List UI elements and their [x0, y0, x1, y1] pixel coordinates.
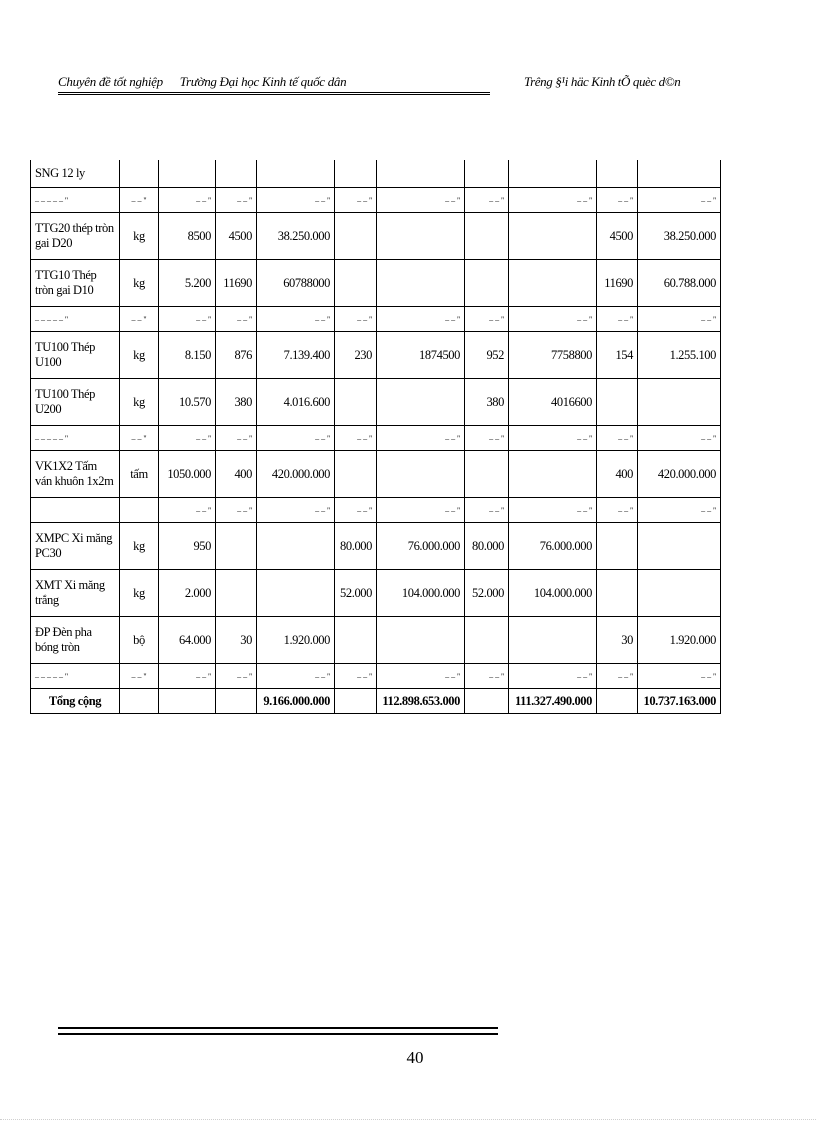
opening-qty-cell: – – '' [216, 498, 257, 523]
issued-qty-cell: 952 [465, 332, 509, 379]
unit-cell: – – '' [120, 307, 159, 332]
received-qty-cell: – – '' [335, 498, 377, 523]
issued-value-cell [509, 451, 597, 498]
received-qty-cell: – – '' [335, 426, 377, 451]
opening-qty-cell: – – '' [216, 188, 257, 213]
closing-qty-cell [597, 160, 638, 188]
material-name-cell: TTG20 thép tròn gai D20 [31, 213, 120, 260]
closing-qty-cell [597, 689, 638, 714]
received-qty-cell: 230 [335, 332, 377, 379]
opening-qty-cell: – – '' [216, 307, 257, 332]
opening-value-cell: 7.139.400 [257, 332, 335, 379]
opening-value-cell [257, 570, 335, 617]
material-name-cell: – – – – – '' [31, 664, 120, 689]
opening-value-cell [257, 160, 335, 188]
header-left [58, 74, 490, 95]
closing-value-cell: 1.255.100 [638, 332, 721, 379]
received-qty-cell [335, 260, 377, 307]
opening-qty-cell: 876 [216, 332, 257, 379]
opening-value-cell: – – '' [257, 426, 335, 451]
opening-value-cell [257, 523, 335, 570]
unit-cell: – – '' [120, 188, 159, 213]
closing-qty-cell: – – '' [597, 498, 638, 523]
table-row [31, 379, 721, 426]
header-university-label: Trường Đại học Kinh tế quốc dân [179, 74, 347, 89]
closing-qty-cell: 400 [597, 451, 638, 498]
material-name-cell: TTG10 Thép tròn gai D10 [31, 260, 120, 307]
unit-cell: bộ [120, 617, 159, 664]
ellipsis-row [31, 426, 721, 451]
material-name-cell: TU100 Thép U100 [31, 332, 120, 379]
material-name-cell: ĐP Đèn pha bóng tròn [31, 617, 120, 664]
unit-cell: kg [120, 260, 159, 307]
closing-value-cell: – – '' [638, 426, 721, 451]
table-row [31, 160, 721, 188]
opening-qty-cell: 11690 [216, 260, 257, 307]
materials-ledger-table [30, 160, 721, 714]
issued-value-cell [509, 213, 597, 260]
closing-qty-cell: 154 [597, 332, 638, 379]
issued-value-cell [509, 160, 597, 188]
closing-qty-cell: – – '' [597, 307, 638, 332]
received-qty-cell [335, 689, 377, 714]
unit-cell: – – '' [120, 426, 159, 451]
ellipsis-row [31, 664, 721, 689]
opening-value-cell: 4.016.600 [257, 379, 335, 426]
unit-price-cell: 5.200 [159, 260, 216, 307]
unit-price-cell: 10.570 [159, 379, 216, 426]
opening-value-cell: 420.000.000 [257, 451, 335, 498]
opening-qty-cell [216, 570, 257, 617]
issued-value-cell: – – '' [509, 307, 597, 332]
page-bottom-edge [0, 1119, 816, 1120]
unit-cell: kg [120, 523, 159, 570]
unit-price-cell: 2.000 [159, 570, 216, 617]
closing-qty-cell: – – '' [597, 664, 638, 689]
header-thesis-label: Chuyên đề tốt nghiệp [58, 74, 163, 89]
issued-value-cell: – – '' [509, 664, 597, 689]
closing-qty-cell: 4500 [597, 213, 638, 260]
opening-qty-cell [216, 689, 257, 714]
issued-qty-cell: 80.000 [465, 523, 509, 570]
received-value-cell: – – '' [377, 307, 465, 332]
closing-value-cell: 1.920.000 [638, 617, 721, 664]
table-row [31, 332, 721, 379]
opening-value-cell: 9.166.000.000 [257, 689, 335, 714]
unit-cell: kg [120, 213, 159, 260]
material-name-cell: TU100 Thép U200 [31, 379, 120, 426]
closing-qty-cell: – – '' [597, 426, 638, 451]
issued-qty-cell: – – '' [465, 426, 509, 451]
material-name-cell: XMPC Xi măng PC30 [31, 523, 120, 570]
opening-qty-cell: 400 [216, 451, 257, 498]
unit-price-cell: – – '' [159, 426, 216, 451]
unit-cell: kg [120, 570, 159, 617]
ellipsis-row [31, 307, 721, 332]
issued-value-cell: 7758800 [509, 332, 597, 379]
received-value-cell [377, 617, 465, 664]
opening-qty-cell: 380 [216, 379, 257, 426]
received-qty-cell [335, 160, 377, 188]
table-row [31, 617, 721, 664]
received-value-cell [377, 451, 465, 498]
unit-price-cell: 950 [159, 523, 216, 570]
opening-value-cell: 60788000 [257, 260, 335, 307]
opening-qty-cell: – – '' [216, 426, 257, 451]
unit-price-cell: – – '' [159, 188, 216, 213]
issued-value-cell: 111.327.490.000 [509, 689, 597, 714]
opening-qty-cell: 30 [216, 617, 257, 664]
closing-value-cell: 38.250.000 [638, 213, 721, 260]
opening-value-cell: – – '' [257, 188, 335, 213]
closing-qty-cell: – – '' [597, 188, 638, 213]
unit-price-cell: 1050.000 [159, 451, 216, 498]
received-qty-cell: – – '' [335, 188, 377, 213]
unit-price-cell [159, 689, 216, 714]
unit-price-cell: – – '' [159, 664, 216, 689]
issued-qty-cell: 52.000 [465, 570, 509, 617]
received-value-cell [377, 379, 465, 426]
issued-value-cell: – – '' [509, 188, 597, 213]
closing-qty-cell: 11690 [597, 260, 638, 307]
closing-value-cell: – – '' [638, 307, 721, 332]
unit-cell: kg [120, 379, 159, 426]
opening-qty-cell [216, 160, 257, 188]
received-qty-cell [335, 379, 377, 426]
unit-price-cell [159, 160, 216, 188]
opening-value-cell: – – '' [257, 498, 335, 523]
closing-value-cell: – – '' [638, 664, 721, 689]
issued-qty-cell: – – '' [465, 188, 509, 213]
closing-value-cell [638, 523, 721, 570]
unit-cell: – – '' [120, 664, 159, 689]
header-right: Trêng §¹i häc Kinh tÕ quèc d©n [524, 74, 681, 89]
page-number: 40 [406, 1048, 424, 1067]
unit-cell [120, 689, 159, 714]
opening-value-cell: 38.250.000 [257, 213, 335, 260]
opening-value-cell: – – '' [257, 664, 335, 689]
issued-qty-cell [465, 451, 509, 498]
closing-value-cell: 420.000.000 [638, 451, 721, 498]
issued-qty-cell: – – '' [465, 498, 509, 523]
material-name-cell: VK1X2 Tấm ván khuôn 1x2m [31, 451, 120, 498]
closing-value-cell [638, 570, 721, 617]
received-value-cell [377, 160, 465, 188]
received-value-cell: – – '' [377, 498, 465, 523]
issued-qty-cell: – – '' [465, 307, 509, 332]
received-qty-cell [335, 617, 377, 664]
received-qty-cell: – – '' [335, 664, 377, 689]
opening-qty-cell: – – '' [216, 664, 257, 689]
material-name-cell [31, 498, 120, 523]
unit-price-cell: – – '' [159, 498, 216, 523]
closing-value-cell: – – '' [638, 188, 721, 213]
issued-value-cell: 104.000.000 [509, 570, 597, 617]
unit-cell [120, 160, 159, 188]
closing-qty-cell [597, 379, 638, 426]
received-value-cell: 1874500 [377, 332, 465, 379]
opening-value-cell: 1.920.000 [257, 617, 335, 664]
opening-value-cell: – – '' [257, 307, 335, 332]
unit-cell: kg [120, 332, 159, 379]
closing-value-cell [638, 160, 721, 188]
received-value-cell: 112.898.653.000 [377, 689, 465, 714]
received-qty-cell [335, 213, 377, 260]
ellipsis-row [31, 188, 721, 213]
received-value-cell: 76.000.000 [377, 523, 465, 570]
received-value-cell: 104.000.000 [377, 570, 465, 617]
unit-cell: tấm [120, 451, 159, 498]
material-name-cell: XMT Xi măng trắng [31, 570, 120, 617]
opening-qty-cell [216, 523, 257, 570]
received-value-cell: – – '' [377, 426, 465, 451]
unit-cell [120, 498, 159, 523]
unit-price-cell: 64.000 [159, 617, 216, 664]
table-row [31, 451, 721, 498]
unit-price-cell: 8500 [159, 213, 216, 260]
ledger-body [31, 160, 721, 714]
material-name-cell: – – – – – '' [31, 426, 120, 451]
closing-value-cell: 10.737.163.000 [638, 689, 721, 714]
received-qty-cell: 80.000 [335, 523, 377, 570]
issued-value-cell [509, 260, 597, 307]
table-row [31, 260, 721, 307]
table-row [31, 570, 721, 617]
issued-value-cell: 4016600 [509, 379, 597, 426]
material-name-cell: Tổng cộng [31, 689, 120, 714]
issued-value-cell: – – '' [509, 498, 597, 523]
closing-value-cell [638, 379, 721, 426]
footer-rule [58, 1027, 498, 1035]
table-row [31, 213, 721, 260]
issued-qty-cell [465, 160, 509, 188]
material-name-cell: – – – – – '' [31, 307, 120, 332]
issued-qty-cell: 380 [465, 379, 509, 426]
received-qty-cell: – – '' [335, 307, 377, 332]
received-value-cell: – – '' [377, 188, 465, 213]
issued-qty-cell [465, 689, 509, 714]
opening-qty-cell: 4500 [216, 213, 257, 260]
unit-price-cell: 8.150 [159, 332, 216, 379]
ellipsis-row [31, 498, 721, 523]
table-row [31, 523, 721, 570]
issued-value-cell: – – '' [509, 426, 597, 451]
closing-qty-cell [597, 570, 638, 617]
received-value-cell [377, 213, 465, 260]
closing-qty-cell: 30 [597, 617, 638, 664]
received-qty-cell: 52.000 [335, 570, 377, 617]
issued-qty-cell [465, 213, 509, 260]
received-qty-cell [335, 451, 377, 498]
unit-price-cell: – – '' [159, 307, 216, 332]
issued-value-cell [509, 617, 597, 664]
closing-qty-cell [597, 523, 638, 570]
issued-qty-cell [465, 260, 509, 307]
total-row [31, 689, 721, 714]
issued-qty-cell: – – '' [465, 664, 509, 689]
received-value-cell: – – '' [377, 664, 465, 689]
issued-qty-cell [465, 617, 509, 664]
issued-value-cell: 76.000.000 [509, 523, 597, 570]
received-value-cell [377, 260, 465, 307]
closing-value-cell: 60.788.000 [638, 260, 721, 307]
closing-value-cell: – – '' [638, 498, 721, 523]
material-name-cell: SNG 12 ly [31, 160, 120, 188]
material-name-cell: – – – – – '' [31, 188, 120, 213]
